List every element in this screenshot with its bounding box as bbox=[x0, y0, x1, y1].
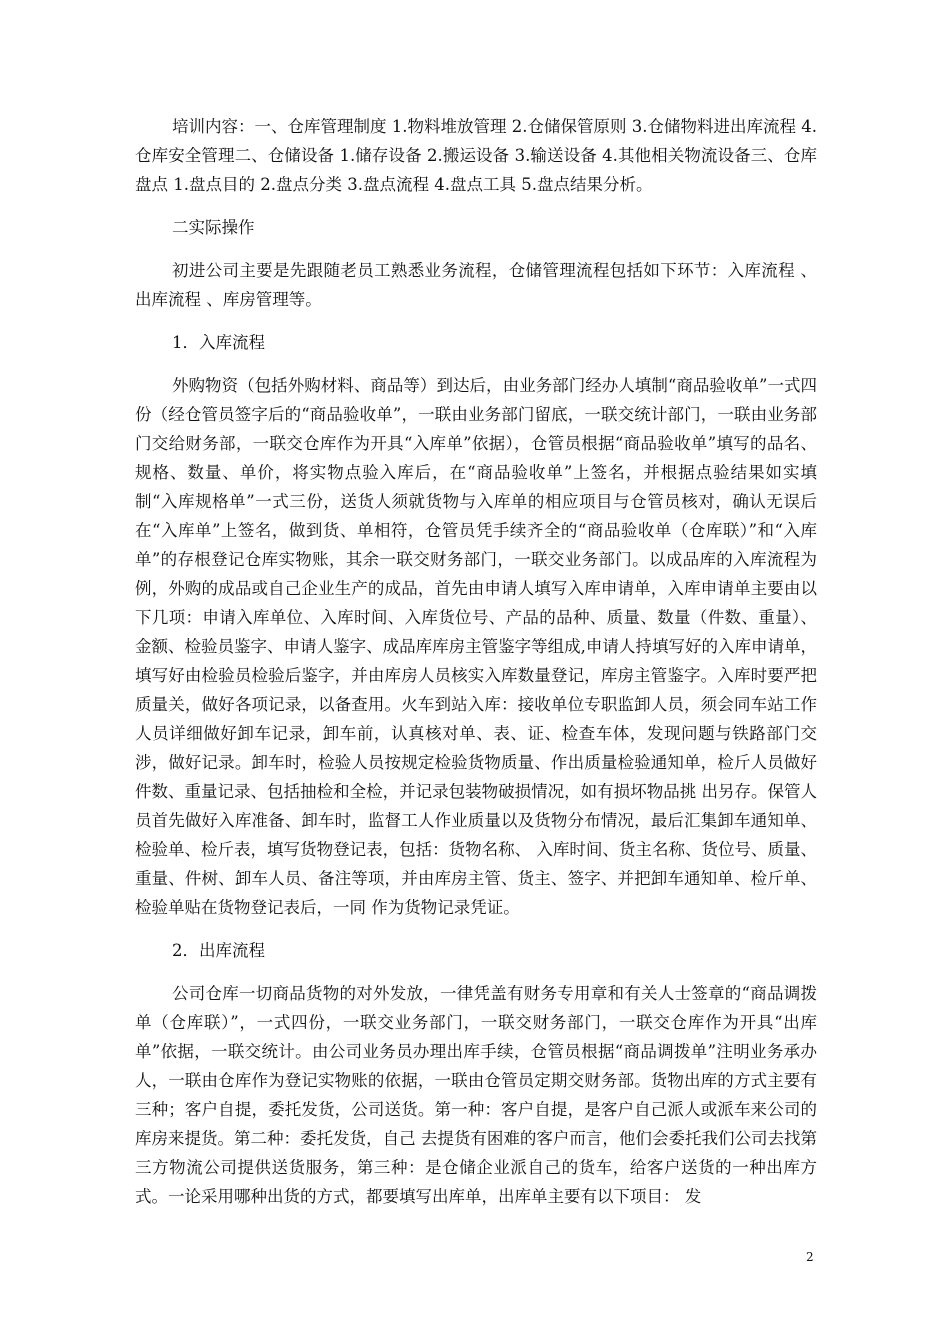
paragraph-outbound-process: 公司仓库一切商品货物的对外发放，一律凭盖有财务专用章和有关人士签章的“商品调拨单（仓库联）”，一式四份，一联交业务部门，一联交财务部门，一联交仓库作为开具“出库单”依据，一联交统计。由公司业务员办理出库手续，仓管员根据“商品调拨单”注明业务承办人，一联由仓库作为登记实物账的依据，一联由仓管员定期交财务部。货物出库的方式主要有三种；客户自提，委托发货，公司送货。第一种：客户自提，是客户自己派人或派车来公司的库房来提货。第二种：委托发货，自己 去提货有困难的客户而言，他们会委托我们公司去找第三方物流公司提供送货服务，第三种：是仓储企业派自己的货车，给客户送货的一种出库方式。一论采用哪种出货的方式，都要填写出库单，出库单主要有以下项目： 发 bbox=[135, 984, 817, 1206]
section-heading-outbound: 2．出库流程 bbox=[172, 941, 265, 960]
section-heading-inbound: 1．入库流程 bbox=[172, 333, 265, 352]
section-heading-practice: 二实际操作 bbox=[172, 218, 255, 237]
paragraph-training-content: 培训内容：一、仓库管理制度 1.物料堆放管理 2.仓储保管原则 3.仓储物料进出库流程 4.仓库安全管理二、仓储设备 1.储存设备 2.搬运设备 3.输送设备 4.其他相关物流设备三、仓库盘点 1.盘点目的 2.盘点分类 3.盘点流程 4.盘点工具 5.盘点结果分析。 bbox=[135, 117, 817, 194]
paragraph-inbound-process: 外购物资（包括外购材料、商品等）到达后，由业务部门经办人填制“商品验收单”一式四份（经仓管员签字后的“商品验收单”，一联由业务部门留底，一联交统计部门，一联由业务部门交给财务部，一联交仓库作为开具“入库单”依据），仓管员根据“商品验收单”填写的品名、规格、数量、单价，将实物点验入库后，在“商品验收单”上签名，并根据点验结果如实填制“入库规格单”一式三份，送货人须就货物与入库单的相应项目与仓管员核对，确认无误后在“入库单”上签名，做到货、单相符，仓管员凭手续齐全的“商品验收单（仓库联）”和“入库单”的存根登记仓库实物账，其余一联交财务部门，一联交业务部门。以成品库的入库流程为例，外购的成品或自己企业生产的成品，首先由申请人填写入库申请单，入库申请单主要由以下几项：申请入库单位、入库时间、入库货位号、产品的品种、质量、数量（件数、重量）、金额、检验员鉴字、申请人鉴字、成品库库房主管鉴字等组成,申请人持填写好的入库申请单，填写好由检验员检验后鉴字，并由库房人员核实入库数量登记，库房主管鉴字。入库时要严把质量关，做好各项记录，以备查用。火车到站入库：接收单位专职监卸人员，须会同车站工作人员详细做好卸车记录，卸车前，认真核对单、表、证、检查车体，发现问题与铁路部门交涉，做好记录。卸车时，检验人员按规定检验货物质量、作出质量检验通知单，检斤人员做好件数、重量记录、包括抽检和全检，并记录包装物破损情况，如有损坏物品挑 出另存。保管人员首先做好入库准备、卸车时，监督工人作业质量以及货物分布情况，最后汇集卸车通知单、检验单、检斤表，填写货物登记表，包括：货物名称、 入库时间、货主名称、货位号、质量、重量、件树、卸车人员、备注等项，并由库房主管、货主、签字、并把卸车通知单、检斤单、检验单贴在货物登记表后，一同 作为货物记录凭证。 bbox=[135, 376, 817, 917]
document-body bbox=[135, 112, 817, 1225]
page-number: 2 bbox=[806, 1250, 814, 1264]
paragraph-process-overview: 初进公司主要是先跟随老员工熟悉业务流程，仓储管理流程包括如下环节：入库流程 、出库流程 、库房管理等。 bbox=[135, 261, 817, 309]
